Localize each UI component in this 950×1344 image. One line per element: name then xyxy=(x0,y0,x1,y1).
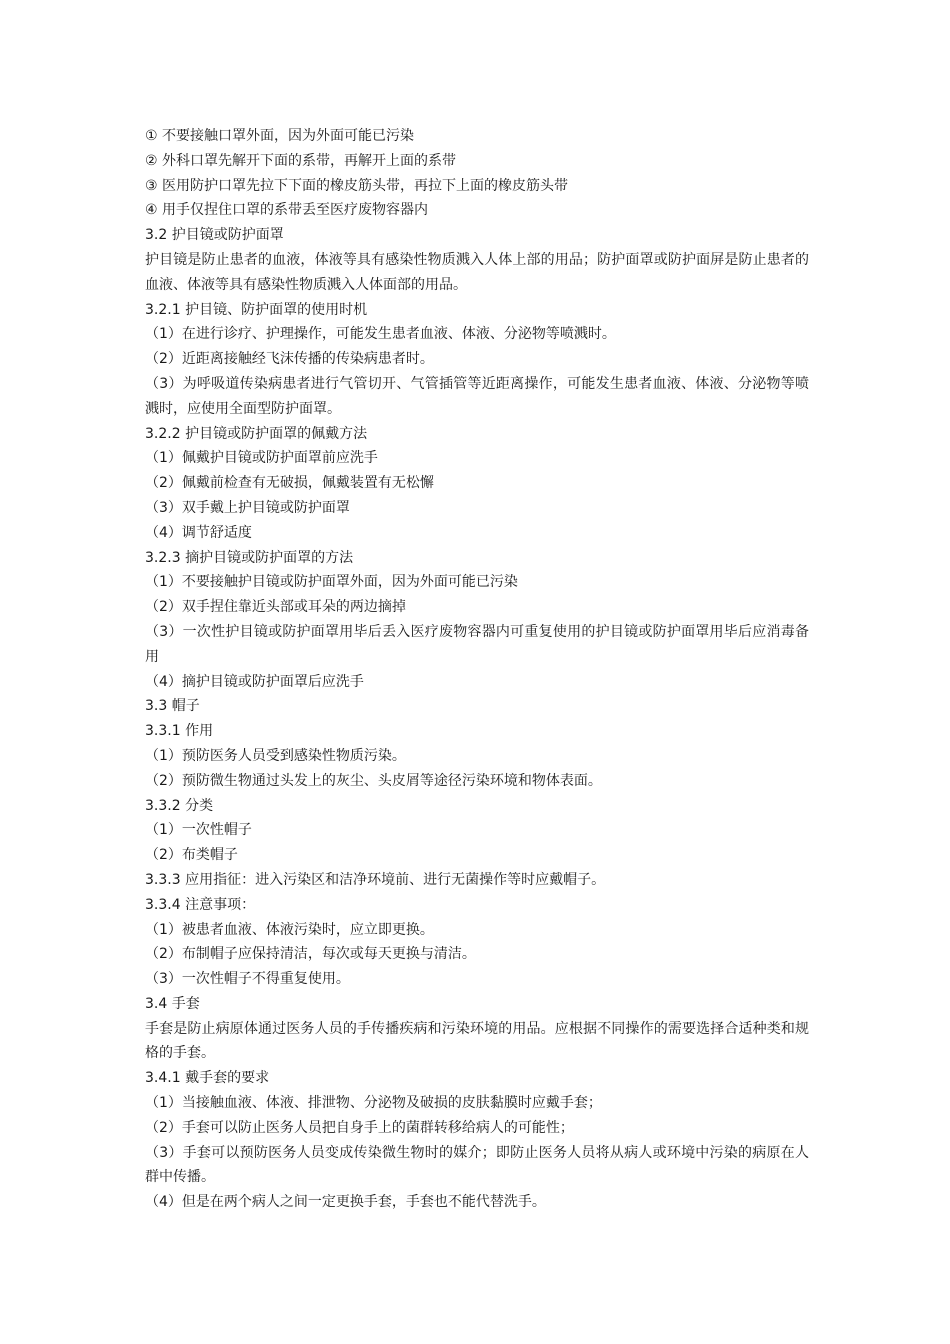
section-heading: 3.3.4 注意事项： xyxy=(145,896,256,913)
list-item: （3）一次性护目镜或防护面罩用毕后丢入医疗废物容器内可重复使用的护目镜或防护面罩用毕后应消毒备用 xyxy=(145,623,809,665)
list-item: （1）被患者血液、体液污染时，应立即更换。 xyxy=(145,921,434,938)
list-item: （2）佩戴前检查有无破损，佩戴装置有无松懈 xyxy=(145,475,434,492)
section-heading: 3.2.2 护目镜或防护面罩的佩戴方法 xyxy=(145,425,368,442)
list-item: （3）手套可以预防医务人员变成传染微生物时的媒介；即防止医务人员将从病人或环境中污染的病原在人群中传播。 xyxy=(145,1144,809,1186)
list-item: （1）不要接触护目镜或防护面罩外面，因为外面可能已污染 xyxy=(145,574,518,591)
section-heading: 3.3.1 作用 xyxy=(145,723,214,740)
list-item: （2）布制帽子应保持清洁，每次或每天更换与清洁。 xyxy=(145,946,476,963)
list-item: （2）手套可以防止医务人员把自身手上的菌群转移给病人的可能性； xyxy=(145,1119,574,1136)
list-item: （1）当接触血液、体液、排泄物、分泌物及破损的皮肤黏膜时应戴手套； xyxy=(145,1095,602,1112)
section-heading: 3.2 护目镜或防护面罩 xyxy=(145,227,284,244)
list-item: （3）双手戴上护目镜或防护面罩 xyxy=(145,499,350,516)
list-item: ② 外科口罩先解开下面的系带，再解开上面的系带 xyxy=(145,152,456,169)
list-item: （1）一次性帽子 xyxy=(145,822,252,839)
list-item: （2）近距离接触经飞沫传播的传染病患者时。 xyxy=(145,351,434,368)
paragraph: 手套是防止病原体通过医务人员的手传播疾病和污染环境的用品。应根据不同操作的需要选择合适种类和规格的手套。 xyxy=(145,1020,809,1062)
list-item: （1）佩戴护目镜或防护面罩前应洗手 xyxy=(145,450,378,467)
list-item: （2）布类帽子 xyxy=(145,847,238,864)
list-item: （2）双手捏住靠近头部或耳朵的两边摘掉 xyxy=(145,599,406,616)
list-item: ③ 医用防护口罩先拉下下面的橡皮筋头带，再拉下上面的橡皮筋头带 xyxy=(145,177,568,194)
section-heading: 3.4 手套 xyxy=(145,995,200,1012)
section-heading: 3.2.1 护目镜、防护面罩的使用时机 xyxy=(145,301,368,318)
section-heading: 3.3.3 应用指征：进入污染区和洁净环境前、进行无菌操作等时应戴帽子。 xyxy=(145,871,606,888)
list-item: （3）一次性帽子不得重复使用。 xyxy=(145,971,350,988)
section-heading: 3.2.3 摘护目镜或防护面罩的方法 xyxy=(145,549,354,566)
section-heading: 3.3.2 分类 xyxy=(145,797,214,814)
list-item: ① 不要接触口罩外面，因为外面可能已污染 xyxy=(145,128,414,144)
document-body xyxy=(145,124,809,1215)
list-item: （1）在进行诊疗、护理操作，可能发生患者血液、体液、分泌物等喷溅时。 xyxy=(145,326,616,343)
list-item: （4）但是在两个病人之间一定更换手套，手套也不能代替洗手。 xyxy=(145,1194,546,1211)
section-heading: 3.3 帽子 xyxy=(145,698,200,715)
section-heading: 3.4.1 戴手套的要求 xyxy=(145,1070,270,1087)
list-item: （2）预防微生物通过头发上的灰尘、头皮屑等途径污染环境和物体表面。 xyxy=(145,772,602,789)
paragraph: 护目镜是防止患者的血液，体液等具有感染性物质溅入人体上部的用品；防护面罩或防护面屏是防止患者的血液、体液等具有感染性物质溅入人体面部的用品。 xyxy=(145,251,809,293)
list-item: （4）调节舒适度 xyxy=(145,524,252,541)
list-item: ④ 用手仅捏住口罩的系带丢至医疗废物容器内 xyxy=(145,202,428,219)
list-item: （4）摘护目镜或防护面罩后应洗手 xyxy=(145,673,364,690)
list-item: （3）为呼吸道传染病患者进行气管切开、气管插管等近距离操作，可能发生患者血液、体液、分泌物等喷溅时，应使用全面型防护面罩。 xyxy=(145,375,809,417)
list-item: （1）预防医务人员受到感染性物质污染。 xyxy=(145,747,406,764)
